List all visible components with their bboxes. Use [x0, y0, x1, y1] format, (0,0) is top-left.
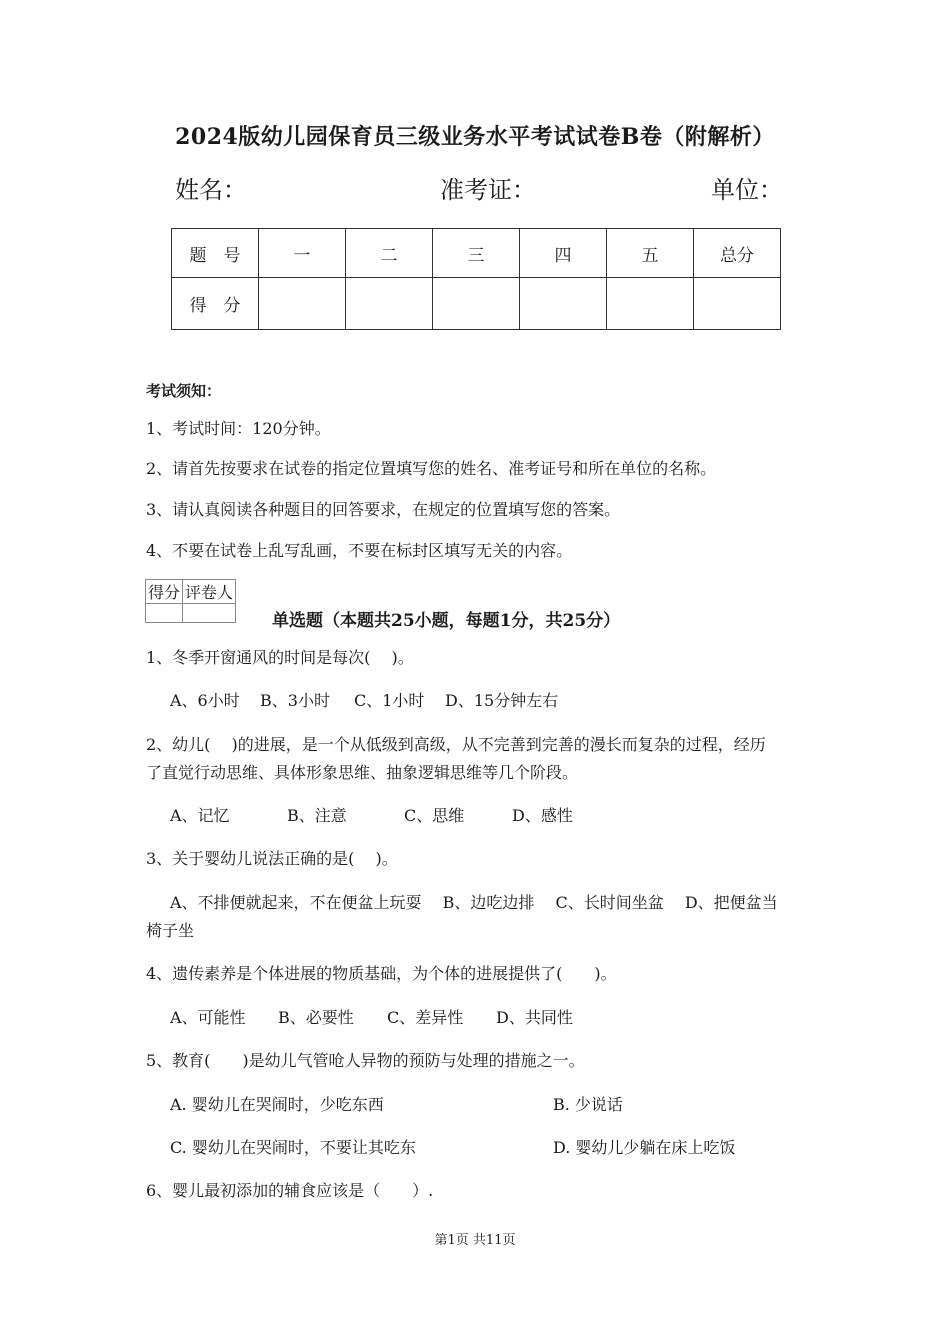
unit-field-label: 单位： — [711, 176, 783, 204]
notice-item: 4、不要在试卷上乱写乱画，不要在标封区填写无关的内容。 — [146, 541, 573, 560]
question-option: A. 婴幼儿在哭闹时，少吃东西 — [170, 1095, 384, 1114]
notice-item: 2、请首先按要求在试卷的指定位置填写您的姓名、准考证号和所在单位的名称。 — [146, 459, 717, 478]
question-option: A、可能性 — [170, 1008, 246, 1027]
question-option: B、必要性 — [278, 1008, 354, 1027]
score-row-label: 得 分 — [172, 278, 259, 330]
question-stem: 5、教育( )是幼儿气管呛人异物的预防与处理的措施之一。 — [146, 1051, 585, 1070]
score-cell[interactable] — [259, 278, 346, 330]
page-title: 2024版幼儿园保育员三级业务水平考试试卷B卷（附解析） — [175, 124, 775, 150]
question-option: D、感性 — [512, 806, 573, 825]
notice-heading: 考试须知： — [146, 382, 222, 400]
grader-score-cell[interactable] — [146, 604, 183, 623]
question-stem: 4、遗传素养是个体进展的物质基础，为个体的进展提供了( )。 — [146, 964, 617, 983]
grader-score-label: 得分 — [146, 580, 183, 604]
score-cell[interactable] — [433, 278, 520, 330]
score-cell[interactable] — [607, 278, 694, 330]
score-cell[interactable] — [520, 278, 607, 330]
score-table-header-cell: 四 — [520, 229, 607, 278]
question-stem: 1、冬季开窗通风的时间是每次( )。 — [146, 648, 414, 667]
score-table-score-row — [172, 278, 781, 330]
question-stem: 2、幼儿( )的进展，是一个从低级到高级，从不完善到完善的漫长而复杂的过程，经历 — [146, 735, 766, 754]
score-cell[interactable] — [694, 278, 781, 330]
question-stem-continued: 了直觉行动思维、具体形象思维、抽象逻辑思维等几个阶段。 — [146, 763, 579, 782]
score-table-header-cell: 二 — [346, 229, 433, 278]
score-table-header-cell: 三 — [433, 229, 520, 278]
score-table-header-row — [172, 229, 781, 278]
score-cell[interactable] — [346, 278, 433, 330]
grader-reviewer-label: 评卷人 — [183, 580, 236, 604]
question-stem: 3、关于婴幼儿说法正确的是( )。 — [146, 849, 398, 868]
grader-box — [145, 579, 236, 623]
grader-reviewer-cell[interactable] — [183, 604, 236, 623]
question-options-line: 椅子坐 — [146, 921, 195, 940]
question-option: A、6小时 — [170, 691, 240, 710]
score-table-header-cell: 总分 — [694, 229, 781, 278]
question-option: C. 婴幼儿在哭闹时，不要让其吃东 — [170, 1138, 416, 1157]
notice-item: 1、考试时间：120分钟。 — [146, 419, 331, 438]
score-table-header-cell: 题 号 — [172, 229, 259, 278]
question-option: D、共同性 — [496, 1008, 573, 1027]
question-option: C、差异性 — [387, 1008, 464, 1027]
question-option: C、1小时 — [354, 691, 425, 710]
section-heading: 单选题（本题共25小题，每题1分，共25分） — [272, 611, 621, 631]
score-table — [171, 228, 781, 330]
question-option: D. 婴幼儿少躺在床上吃饭 — [553, 1138, 736, 1157]
question-option: A、记忆 — [170, 806, 230, 825]
question-option: C、思维 — [404, 806, 465, 825]
name-field-label: 姓名： — [175, 176, 247, 204]
page-footer: 第1页 共11页 — [434, 1233, 516, 1248]
exam-id-field-label: 准考证： — [440, 176, 536, 204]
question-options-line: A、不排便就起来，不在便盆上玩耍 B、边吃边排 C、长时间坐盆 D、把便盆当 — [170, 893, 778, 912]
question-option: B、3小时 — [260, 691, 330, 710]
question-option: D、15分钟左右 — [445, 691, 559, 710]
notice-item: 3、请认真阅读各种题目的回答要求，在规定的位置填写您的答案。 — [146, 500, 621, 519]
score-table-header-cell: 一 — [259, 229, 346, 278]
question-option: B. 少说话 — [553, 1095, 623, 1114]
question-stem: 6、婴儿最初添加的辅食应该是（ ）. — [146, 1181, 434, 1200]
score-table-header-cell: 五 — [607, 229, 694, 278]
question-option: B、注意 — [287, 806, 347, 825]
